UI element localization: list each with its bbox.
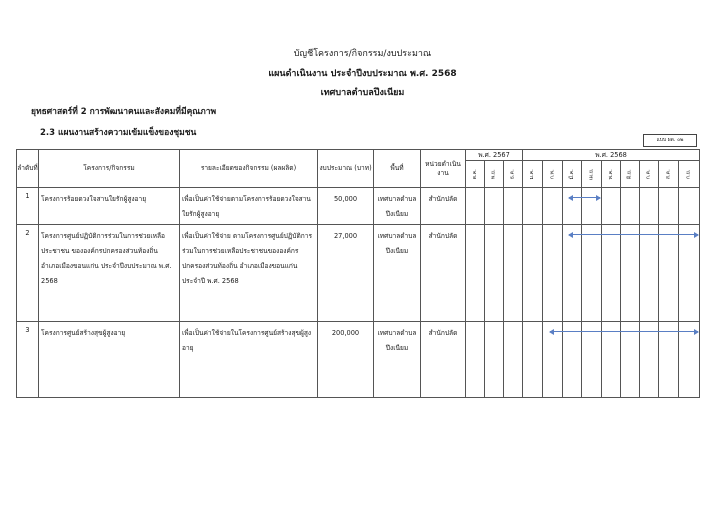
month-label: พ.ค. xyxy=(607,168,614,180)
schedule-arrow xyxy=(569,232,698,238)
month-cell xyxy=(679,225,700,322)
col-agency-header: หน่วยดำเนินงาน xyxy=(421,150,466,188)
month-cell xyxy=(466,188,485,225)
col-project-header: โครงการ/กิจกรรม xyxy=(39,150,180,188)
month-cell xyxy=(640,225,659,322)
month-header xyxy=(504,161,523,188)
month-header xyxy=(659,161,679,188)
month-cell xyxy=(485,225,504,322)
month-header xyxy=(602,161,621,188)
month-cell xyxy=(485,188,504,225)
month-cell xyxy=(563,225,582,322)
month-cell xyxy=(563,188,582,225)
month-label: มิ.ย. xyxy=(626,169,633,179)
month-label: ธ.ค. xyxy=(509,169,516,179)
month-label: ต.ค. xyxy=(471,168,478,180)
col-budget-header: งบประมาณ (บาท) xyxy=(318,150,374,188)
project-details: เพื่อเป็นค่าใช้จ่ายตามโครงการร้อยดวงใจสานใยรักผู้สูงอายุ xyxy=(180,188,318,225)
month-cell xyxy=(679,188,700,225)
month-cell xyxy=(504,322,523,398)
doc-title: บัญชีโครงการ/กิจกรรม/งบประมาณ xyxy=(293,49,432,59)
project-area: เทศบาลตำบลปึงเนียม xyxy=(374,188,421,225)
responsible-agency: สำนักปลัด xyxy=(421,322,466,398)
month-cell xyxy=(621,188,640,225)
project-schedule-table xyxy=(16,149,700,398)
budget-amount: 50,000 xyxy=(318,188,374,225)
month-cell xyxy=(466,225,485,322)
month-header xyxy=(582,161,602,188)
col-area-header: พื้นที่ xyxy=(374,150,421,188)
month-cell xyxy=(523,225,543,322)
responsible-agency: สำนักปลัด xyxy=(421,225,466,322)
schedule-arrow xyxy=(569,195,600,201)
budget-amount: 200,000 xyxy=(318,322,374,398)
year-2567-header: พ.ศ. 2567 xyxy=(466,150,523,161)
project-name: โครงการร้อยดวงใจสานใยรักผู้สูงอายุ xyxy=(39,188,180,225)
doc-subtitle: แผนดำเนินงาน ประจำปีงบประมาณ พ.ศ. 2568 xyxy=(268,69,457,79)
month-label: ส.ค. xyxy=(665,169,672,179)
month-header xyxy=(485,161,504,188)
year-2568-header: พ.ศ. 2568 xyxy=(523,150,700,161)
month-header xyxy=(621,161,640,188)
col-details-header: รายละเอียดของกิจกรรม (ผลผลิต) xyxy=(180,150,318,188)
month-label: ก.พ. xyxy=(549,169,556,179)
strategy-heading: ยุทธศาสตร์ที่ 2 การพัฒนาคนและสังคมที่มีคุณภาพ xyxy=(31,107,217,117)
month-cell xyxy=(543,225,563,322)
month-label: ก.ค. xyxy=(645,169,652,179)
plan-heading: 2.3 แผนงานสร้างความเข้มแข็งของชุมชน xyxy=(40,128,197,138)
month-header xyxy=(640,161,659,188)
month-cell xyxy=(659,188,679,225)
month-header xyxy=(679,161,700,188)
month-header xyxy=(543,161,563,188)
month-cell xyxy=(543,188,563,225)
month-header xyxy=(466,161,485,188)
month-cell xyxy=(523,322,543,398)
month-cell xyxy=(640,188,659,225)
budget-amount: 27,000 xyxy=(318,225,374,322)
month-cell xyxy=(504,225,523,322)
project-area: เทศบาลตำบลปึงเนียม xyxy=(374,225,421,322)
month-label: ก.ย. xyxy=(685,169,692,179)
month-cell xyxy=(523,188,543,225)
month-label: พ.ย. xyxy=(490,169,497,179)
month-label: เม.ย. xyxy=(588,168,595,180)
project-area: เทศบาลตำบลปึงเนียม xyxy=(374,322,421,398)
project-name: โครงการศูนย์สร้างสุขผู้สูงอายุ xyxy=(39,322,180,398)
month-cell xyxy=(621,225,640,322)
table-row xyxy=(17,188,700,225)
month-cell xyxy=(582,188,602,225)
month-cell xyxy=(466,322,485,398)
row-number: 1 xyxy=(17,188,39,225)
project-details: เพื่อเป็นค่าใช้จ่ายในโครงการศูนย์สร้างสุขผู้สูงอายุ xyxy=(180,322,318,398)
project-name: โครงการศูนย์ปฏิบัติการร่วมในการช่วยเหลือประชาชน ขององค์กรปกครองส่วนท้องถิ่น อำเภอเมืองขอนแก่น ประจำปีงบประมาณ พ.ศ. 2568 xyxy=(39,225,180,322)
organization-name: เทศบาลตำบลปึงเนียม xyxy=(320,88,405,98)
col-no-header: ลำดับที่ xyxy=(17,150,39,188)
table-row xyxy=(17,225,700,322)
month-cell xyxy=(602,188,621,225)
month-label: มี.ค. xyxy=(568,168,575,180)
row-number: 2 xyxy=(17,225,39,322)
schedule-arrow xyxy=(550,329,698,335)
form-code-badge: แบบ ผด. ๐๒ xyxy=(643,134,697,147)
month-header xyxy=(523,161,543,188)
project-details: เพื่อเป็นค่าใช้จ่าย ตามโครงการศูนย์ปฏิบัติการร่วมในการช่วยเหลือประชาชนขององค์กรปกครองส่วนท้องถิ่น อำเภอเมืองขอนแก่น ประจำปี พ.ศ. 2568 xyxy=(180,225,318,322)
row-number: 3 xyxy=(17,322,39,398)
responsible-agency: สำนักปลัด xyxy=(421,188,466,225)
month-label: ม.ค. xyxy=(529,168,536,180)
month-cell xyxy=(504,188,523,225)
month-header xyxy=(563,161,582,188)
month-cell xyxy=(485,322,504,398)
month-cell xyxy=(659,225,679,322)
month-cell xyxy=(582,225,602,322)
month-cell xyxy=(602,225,621,322)
